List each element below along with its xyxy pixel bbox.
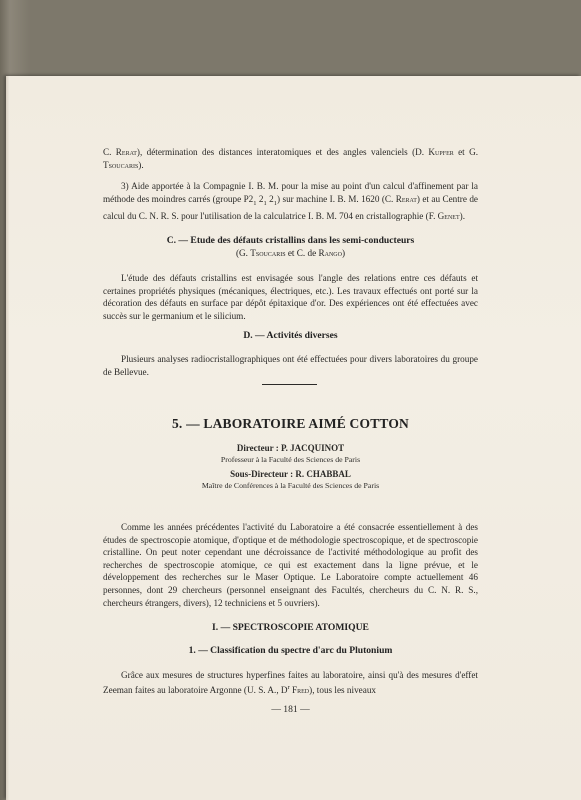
lab-title: 5. — LABORATOIRE AIMÉ COTTON [171, 416, 410, 431]
text-run: 1 [273, 199, 278, 207]
text-run: 3) Aide apportée à la Compagnie I. B. M. pour la mise au point d'un calcul d'affinement par la méthode des moindres carrés (groupe P2 [103, 181, 478, 204]
text-run: r [287, 683, 290, 691]
page-edge [6, 76, 9, 800]
section-d-title: D. — Activités diverses [243, 330, 338, 341]
section-c-body: L'étude des défauts cristallins est envisagée sous l'angle des relations entre ces défauts et certaines propriétés physiques (mécaniques, électriques, etc.). Les travaux effectués ont porté sur la décoration des défauts en surface par dépôt épitaxique d'or. Des expériences ont été effectuées avec succès sur le germanium et le silicium. [103, 273, 478, 321]
section-divider [262, 384, 317, 385]
text-run: C. [103, 147, 116, 157]
text-run: Fred [292, 684, 310, 695]
text-run: ) [341, 248, 346, 258]
text-run: 2 [256, 193, 264, 204]
text-run: Tsoucaris [103, 159, 139, 170]
director-name: Directeur : P. JACQUINOT [236, 443, 345, 453]
text-run: Grâce aux mesures de structures hyperfines faites au laboratoire, ainsi qu'à des mesures d'effet Zeeman faites au laboratoire Argonne (U. S. A., D [103, 670, 478, 695]
section-i-body [103, 669, 478, 696]
text-run: Rango [318, 248, 342, 258]
text-run: 1 [263, 199, 267, 207]
text-run: ), détermination des distances interatomiques et des angles valenciels (D. [136, 147, 429, 157]
text-run: ). [138, 159, 144, 170]
text-run: Genet [437, 211, 460, 222]
text-run: 1 [253, 199, 257, 207]
section-i-subtitle: 1. — Classification du spectre d'arc du Plutonium [188, 645, 393, 656]
section-c-title: C. — Etude des défauts cristallins dans les semi-conducteurs [166, 235, 415, 246]
section-d-body: Plusieurs analyses radiocristallographiques ont été effectuées pour divers laboratoires du groupe de Bellevue. [103, 354, 478, 377]
text-run: ). [459, 211, 465, 222]
page-number: — 181 — [271, 704, 310, 715]
section-i-title: I. — SPECTROSCOPIE ATOMIQUE [212, 622, 369, 633]
text-run: Rerat [115, 147, 137, 157]
text-run: (G. [235, 248, 251, 258]
text-run: 2 [266, 193, 274, 204]
paragraph-ibm-aid [103, 180, 478, 223]
lab-intro-paragraph: Comme les années précédentes l'activité du Laboratoire a été consacrée essentiellement à des études de spectroscopie atomique, d'optique et de méthodologie spectroscopique, et de spectroscopie cristalline. On peut noter cependant une décroissance de l'activité méthodologique au profit des recherches de spectroscopie atomique, ce qui est exactement dans la ligne prévue, et le développement des recherches sur le Maser Optique. Le Laboratoire compte actuellement 46 personnes, dont 29 chercheurs (personnel enseignant des Facultés, chercheurs du C. N. R. S., chercheurs étrangers, divers), 12 techniciens et 5 ouvriers). [103, 522, 478, 608]
director-description: Professeur à la Faculté des Sciences de Paris [220, 455, 361, 464]
text-run: et C. de [285, 248, 319, 258]
text-run: ), tous les niveaux [309, 684, 377, 695]
subdirector-description: Maître de Conférences à la Faculté des Sciences de Paris [201, 481, 380, 490]
text-run: et G. [453, 147, 478, 157]
text-run: ) et au Centre de calcul du C. N. R. S. pour l'utilisation de la calculatrice I. B. M. 704 en cristallographie (F. [103, 193, 479, 222]
subdirector-name: Sous-Directeur : R. CHABBAL [230, 469, 351, 479]
text-run: Tsoucaris [250, 248, 286, 258]
text-run: Rerat [395, 193, 417, 204]
text-run: ) sur machine I. B. M. 1620 (C. [277, 193, 396, 204]
section-c-authors [103, 248, 478, 258]
paragraph-continuation [103, 146, 478, 171]
text-run: Kupfer [428, 147, 454, 157]
